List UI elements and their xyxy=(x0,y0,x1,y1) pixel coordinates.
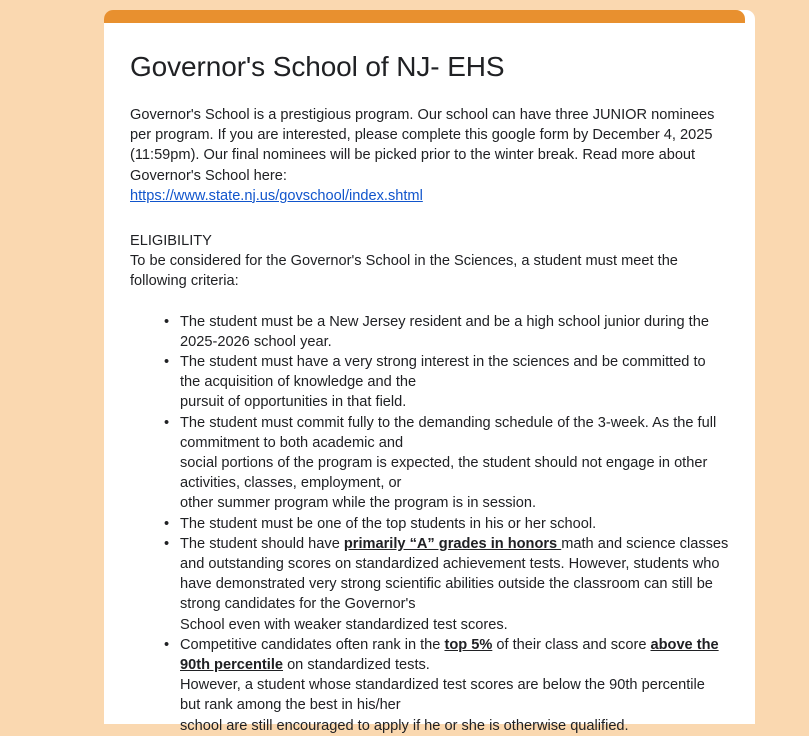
accent-bar xyxy=(104,10,745,23)
criteria-text: The student must be a New Jersey resident and be a high school junior during the 2025-2026 school year. xyxy=(180,313,709,350)
criteria-line: school are still encouraged to apply if he or she is otherwise qualified. xyxy=(180,717,629,734)
criteria-line: have demonstrated very strong scientific abilities outside the classroom can still be strong candidates for the Governor's xyxy=(180,576,713,613)
eligibility-heading xyxy=(130,206,729,251)
criteria-text: The student should have xyxy=(180,535,344,552)
document-card xyxy=(104,10,755,734)
criteria-item-competitive-candidates xyxy=(168,635,729,736)
criteria-item-grades xyxy=(168,534,729,635)
criteria-text: The student must have a very strong interest in the sciences and be committed to the acquisition of knowledge and the xyxy=(180,354,706,391)
criteria-text: math and science classes and outstanding scores on standardized achievement tests. However, students who xyxy=(180,535,729,573)
criteria-text: on standardized tests. xyxy=(283,657,430,674)
criteria-line: pursuit of opportunities in that field. xyxy=(180,394,407,411)
govschool-link[interactable]: https://www.state.nj.us/govschool/index.shtml xyxy=(130,187,423,204)
page-title: Governor's School of NJ- EHS xyxy=(130,51,505,82)
document-body xyxy=(104,23,755,736)
criteria-item-full-commitment xyxy=(168,413,729,514)
eligibility-heading-text: ELIGIBILITY xyxy=(130,233,212,250)
criteria-emphasis: primarily “A” grades in honors xyxy=(343,535,562,552)
criteria-text: The student must be one of the top students in his or her school. xyxy=(180,515,597,532)
eligibility-lead xyxy=(130,251,729,291)
criteria-text: The student must commit fully to the demanding schedule of the 3-week. As the full commitment to both academic and xyxy=(180,414,717,451)
criteria-item-interest-in-sciences xyxy=(168,352,729,413)
list-spacer xyxy=(130,292,729,312)
criteria-item-top-student xyxy=(168,514,729,534)
criteria-line: other summer program while the program is in session. xyxy=(180,495,537,512)
criteria-emphasis: above the 90th percentile xyxy=(180,636,719,674)
criteria-line: However, a student whose standardized test scores are below the 90th percentile but rank among the best in his/her xyxy=(180,677,705,714)
eligibility-criteria-list xyxy=(130,312,729,736)
criteria-line: social portions of the program is expected, the student should not engage in other activities, classes, employment, or xyxy=(180,455,708,492)
eligibility-lead-text: To be considered for the Governor's School in the Sciences, a student must meet the following criteria: xyxy=(130,253,678,290)
criteria-emphasis: top 5% xyxy=(444,636,493,653)
criteria-text: Competitive candidates often rank in the xyxy=(180,636,445,653)
criteria-item-residency xyxy=(168,312,729,352)
criteria-line: School even with weaker standardized test scores. xyxy=(180,616,508,633)
intro-link-paragraph xyxy=(130,186,729,206)
criteria-text: of their class and score xyxy=(492,636,651,653)
intro-paragraph xyxy=(130,84,729,186)
intro-text: Governor's School is a prestigious program. Our school can have three JUNIOR nominees per program. If you are interested, please complete this google form by December 4, 2025 (11:59pm). Our final nominees will be picked prior to the winter break. Read more about Governor's School here: xyxy=(130,107,715,184)
